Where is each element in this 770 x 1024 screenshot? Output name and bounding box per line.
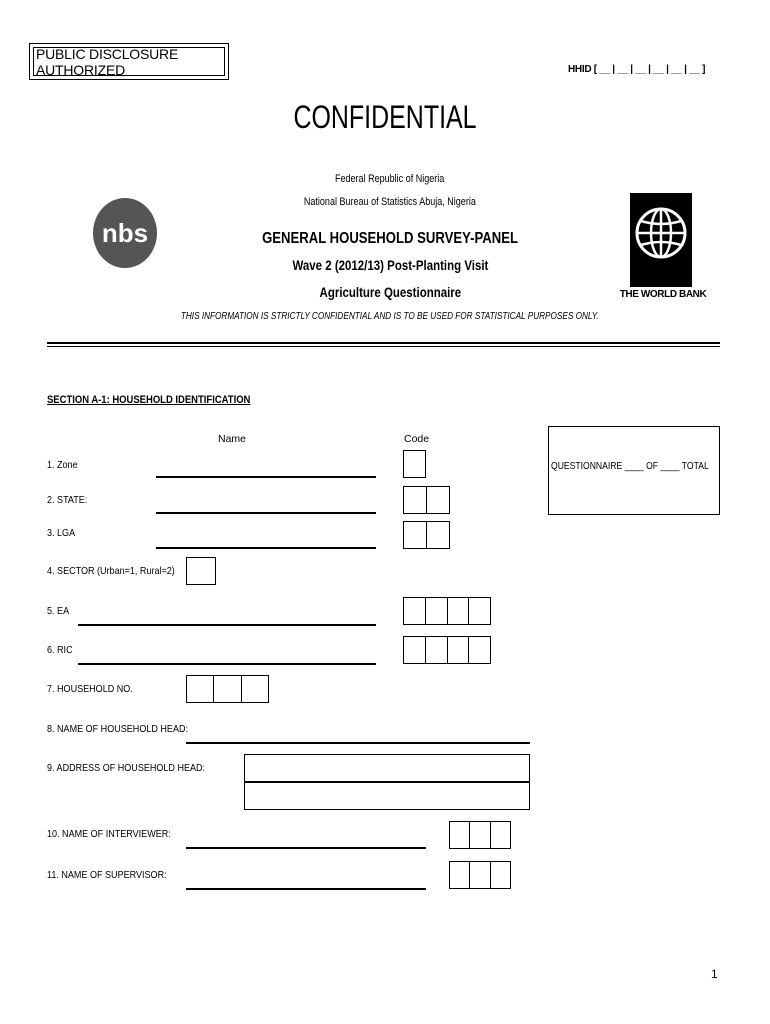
nbs-logo-icon: [92, 197, 158, 269]
name-column-header: Name: [218, 433, 247, 445]
wave-subtitle: Wave 2 (2012/13) Post-Planting Visit: [292, 257, 488, 273]
supervisor-label: 11. NAME OF SUPERVISOR:: [47, 869, 167, 881]
world-bank-globe-icon: [630, 193, 692, 287]
interviewer-label: 10. NAME OF INTERVIEWER:: [47, 828, 171, 840]
lga-code-boxes[interactable]: [403, 521, 450, 549]
interviewer-name-field[interactable]: [186, 847, 426, 849]
world-bank-label: THE WORLD BANK: [619, 289, 707, 300]
sector-label: 4. SECTOR (Urban=1, Rural=2): [47, 565, 175, 577]
zone-code-boxes[interactable]: [403, 450, 426, 478]
section-title: SECTION A-1: HOUSEHOLD IDENTIFICATION: [47, 394, 251, 406]
svg-text:nbs: nbs: [101, 218, 149, 248]
interviewer-code-boxes[interactable]: [449, 821, 511, 849]
header-country: Federal Republic of Nigeria: [335, 173, 445, 185]
questionnaire-count-text[interactable]: QUESTIONNAIRE ____ OF ____ TOTAL: [551, 461, 709, 472]
state-code-boxes[interactable]: [403, 486, 450, 514]
head-address-label: 9. ADDRESS OF HOUSEHOLD HEAD:: [47, 762, 206, 774]
sector-code-box[interactable]: [186, 557, 216, 585]
questionnaire-subtitle: Agriculture Questionnaire: [319, 284, 461, 300]
lga-name-field[interactable]: [156, 547, 376, 549]
ea-code-boxes[interactable]: [403, 597, 491, 625]
header-divider: [47, 342, 720, 344]
household-no-boxes[interactable]: [186, 675, 269, 703]
hhid-field: HHID [ __ | __ | __ | __ | __ | __ ]: [568, 64, 706, 75]
confidentiality-notice: THIS INFORMATION IS STRICTLY CONFIDENTIAL AND IS TO BE USED FOR STATISTICAL PURPOSES ONLY.: [181, 311, 599, 322]
ric-code-boxes[interactable]: [403, 636, 491, 664]
head-name-label: 8. NAME OF HOUSEHOLD HEAD:: [47, 723, 188, 735]
zone-label: 1. Zone: [47, 459, 78, 471]
ric-label: 6. RIC: [47, 644, 73, 656]
confidential-heading: CONFIDENTIAL: [293, 99, 477, 135]
code-column-header: Code: [404, 433, 430, 445]
ea-label: 5. EA: [47, 605, 70, 617]
state-name-field[interactable]: [156, 512, 376, 514]
head-address-field[interactable]: [244, 754, 530, 810]
ric-name-field[interactable]: [78, 663, 376, 665]
lga-label: 3. LGA: [47, 527, 76, 539]
supervisor-name-field[interactable]: [186, 888, 426, 890]
supervisor-code-boxes[interactable]: [449, 861, 511, 889]
public-disclosure-stamp: PUBLIC DISCLOSURE AUTHORIZED: [29, 43, 229, 80]
ea-name-field[interactable]: [78, 624, 376, 626]
page-number: 1: [711, 967, 718, 981]
zone-name-field[interactable]: [156, 476, 376, 478]
state-label: 2. STATE:: [47, 494, 88, 506]
header-divider-thin: [47, 346, 720, 347]
header-agency: National Bureau of Statistics Abuja, Nigeria: [304, 196, 476, 208]
survey-title: GENERAL HOUSEHOLD SURVEY-PANEL: [262, 230, 518, 247]
household-no-label: 7. HOUSEHOLD NO.: [47, 683, 133, 695]
head-name-field[interactable]: [186, 742, 530, 744]
